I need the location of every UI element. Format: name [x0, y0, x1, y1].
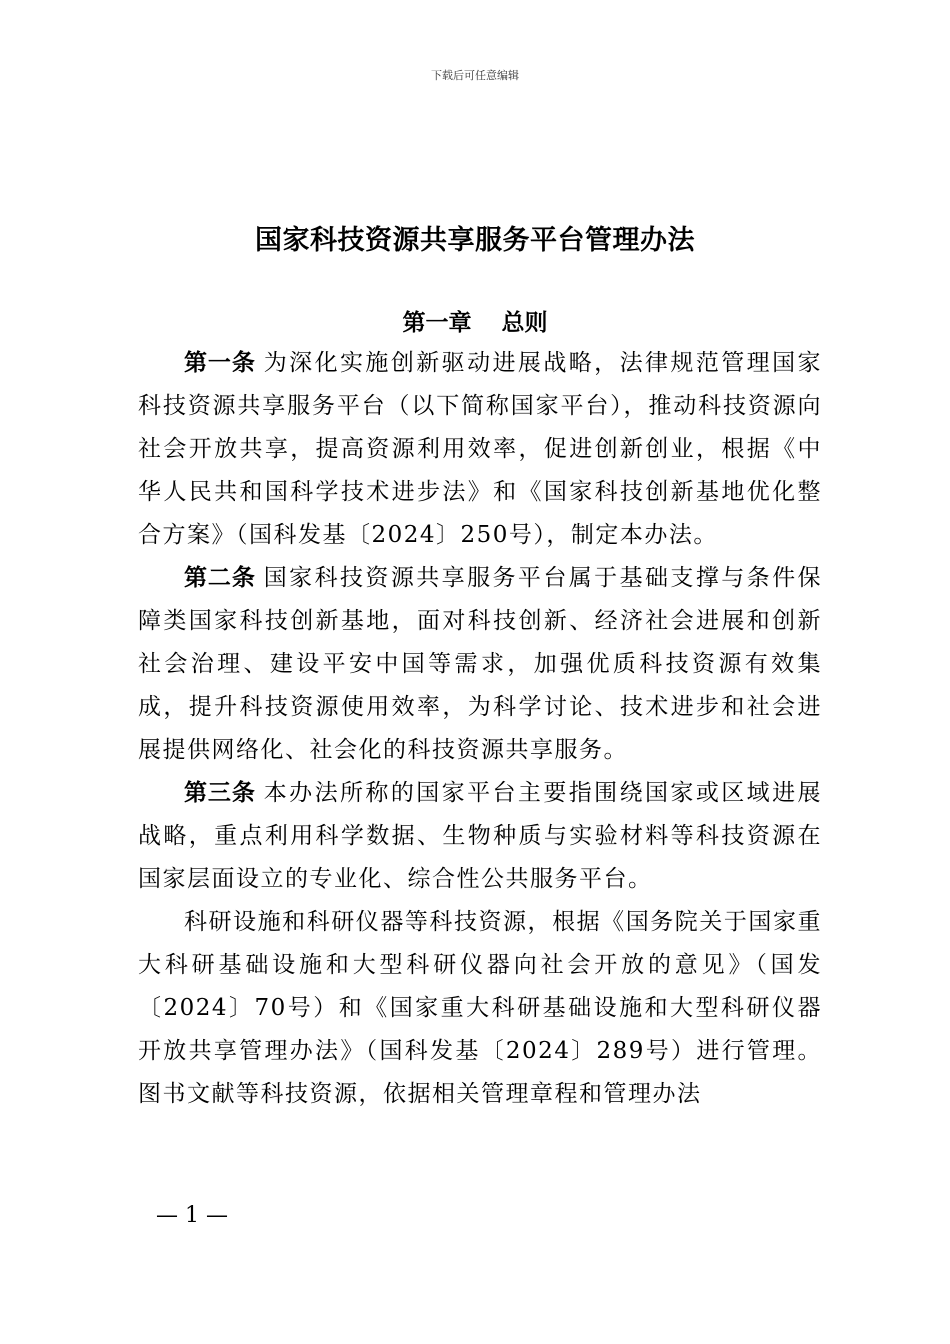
- article-2: [138, 557, 822, 772]
- article-3: [138, 772, 822, 901]
- article-label: 第二条: [184, 565, 256, 591]
- document-body: [138, 342, 822, 1116]
- article-label: 第一条: [184, 350, 256, 376]
- chapter-number: 第一章: [402, 310, 472, 336]
- header-note: 下载后可任意编辑: [431, 69, 519, 82]
- chapter-name: 总则: [501, 310, 548, 336]
- chapter-heading: [0, 304, 950, 337]
- page-number: — 1 —: [156, 1203, 228, 1228]
- document-title: 国家科技资源共享服务平台管理办法: [255, 225, 695, 256]
- article-label: 第三条: [184, 780, 256, 806]
- article-1: [138, 342, 822, 557]
- body-paragraph: [138, 901, 822, 1116]
- paragraph-text: 科研设施和科研仪器等科技资源，根据《国务院关于国家重大科研基础设施和大型科研仪器向社会开放的意见》（国发〔2024〕70号）和《国家重大科研基础设施和大型科研仪器开放共享管理办法》（国科发基〔2024〕289号）进行管理。图书文献等科技资源，依据相关管理章程和管理办法: [138, 909, 822, 1107]
- article-text: 为深化实施创新驱动进展战略，法律规范管理国家科技资源共享服务平台（以下简称国家平台），推动科技资源向社会开放共享，提高资源利用效率，促进创新创业，根据《中华人民共和国科学技术进步法》和《国家科技创新基地优化整合方案》（国科发基〔2024〕250号），制定本办法。: [138, 350, 822, 548]
- article-text: 国家科技资源共享服务平台属于基础支撑与条件保障类国家科技创新基地，面对科技创新、经济社会进展和创新社会治理、建设平安中国等需求，加强优质科技资源有效集成，提升科技资源使用效率，为科学讨论、技术进步和社会进展提供网络化、社会化的科技资源共享服务。: [138, 565, 822, 763]
- article-text: 本办法所称的国家平台主要指围绕国家或区域进展战略，重点利用科学数据、生物种质与实验材料等科技资源在国家层面设立的专业化、综合性公共服务平台。: [138, 780, 822, 892]
